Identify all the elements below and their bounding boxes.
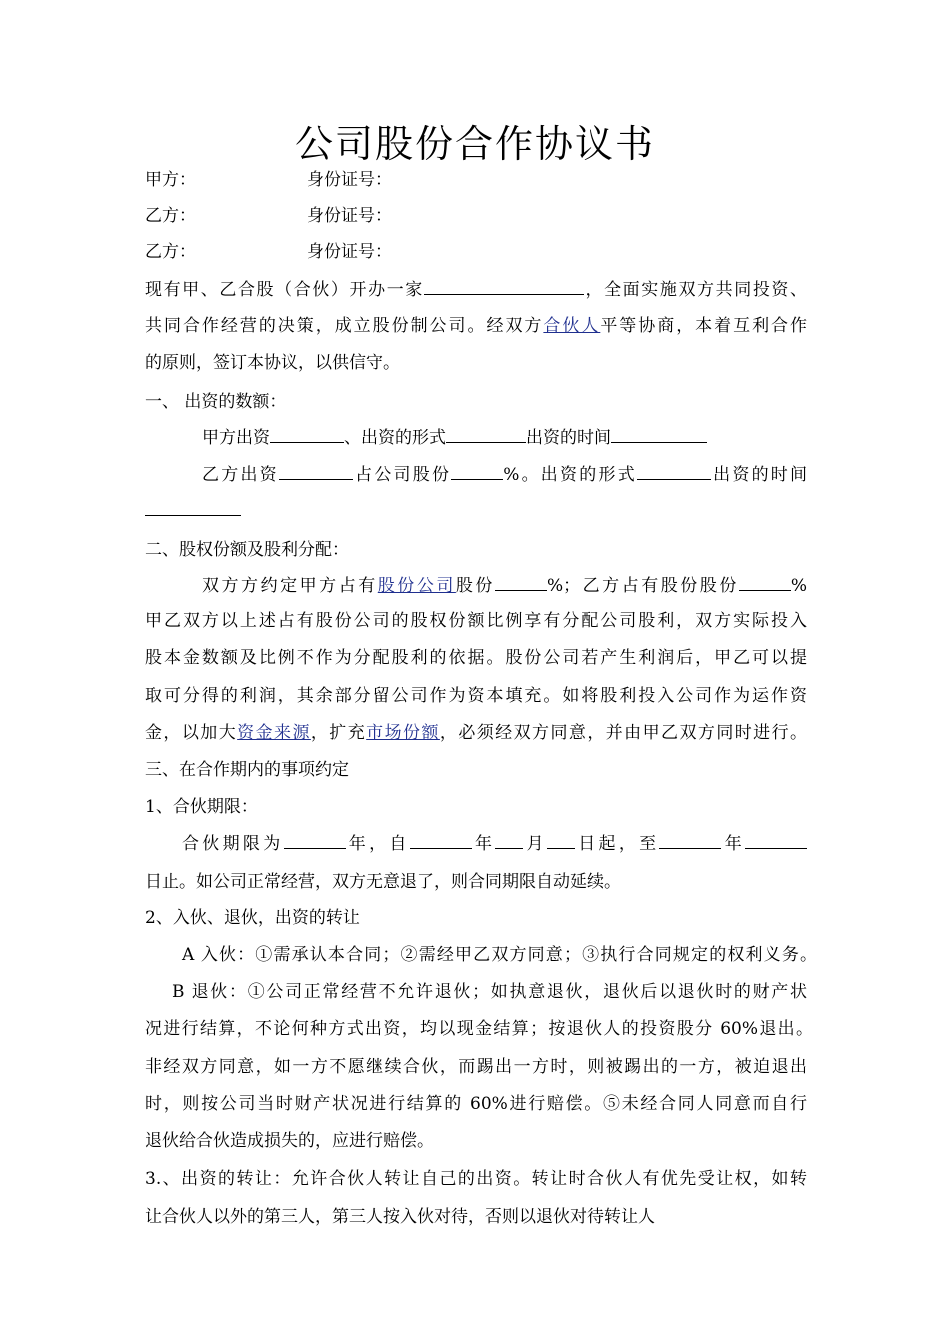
- transfer-line-2: 让合伙人以外的第三人，第三人按入伙对待，否则以退伙对待转让人: [145, 1207, 655, 1227]
- party-b2-line: [145, 240, 196, 264]
- party-b1-line: [145, 204, 196, 228]
- document-title: 公司股份合作协议书: [294, 122, 655, 166]
- term-text: 日起，至: [574, 834, 660, 854]
- term-text: 月: [523, 834, 547, 854]
- time-blank: [145, 498, 241, 516]
- party-b1-label: 乙方：: [145, 206, 196, 226]
- share-text: 金，以加大: [145, 723, 238, 743]
- share-blank: [451, 462, 503, 480]
- form-blank: [637, 462, 711, 480]
- time-blank-continued: [145, 498, 241, 523]
- intro-text: 共同合作经营的决策，成立股份制公司。经双方: [145, 316, 544, 336]
- share-text: %；乙方占有股份股份: [546, 576, 739, 596]
- share-blank: [495, 573, 547, 591]
- term-text: 年: [471, 834, 496, 854]
- section-3-title: 三、在合作期内的事项约定: [145, 760, 349, 780]
- start-month-blank: [495, 831, 523, 849]
- party-b2-id-label: 身份证号：: [307, 242, 392, 262]
- years-blank: [284, 831, 346, 849]
- time-blank: [611, 425, 707, 443]
- inv-text: 甲方出资: [202, 428, 270, 448]
- share-text: ，扩充: [310, 723, 367, 743]
- amount-blank: [270, 425, 344, 443]
- partner-link[interactable]: 合伙人: [543, 316, 601, 336]
- party-a-investment-line: [202, 425, 707, 450]
- share-line-4: 取可分得的利润，其余部分留公司作为资本填充。如将股利投入公司作为运作资: [145, 686, 807, 706]
- exit-clause-line-3: 非经双方同意，如一方不愿继续合伙，而踢出一方时，则被踢出的一方，被迫退出: [145, 1057, 807, 1077]
- end-year-blank: [659, 831, 721, 849]
- share-line-3: 股本金数额及比例不作为分配股利的依据。股份公司若产生利润后，甲乙可以提: [145, 648, 807, 668]
- start-year-blank: [410, 831, 472, 849]
- term-title: 1、合伙期限：: [145, 797, 258, 817]
- exit-clause-line-2: 况进行结算，不论何种方式出资，均以现金结算；按退伙人的投资股分 60%退出。: [145, 1019, 813, 1039]
- inv-text: 出资的时间: [526, 428, 611, 448]
- exit-clause-line-1: B 退伙：①公司正常经营不允许退伙；如执意退伙，退伙后以退伙时的财产状: [172, 982, 807, 1002]
- share-line-2: 甲乙双方以上述占有股份公司的股权份额比例享有分配公司股利，双方实际投入: [145, 611, 807, 631]
- party-a-id-label: 身份证号：: [307, 170, 392, 190]
- share-blank: [739, 573, 791, 591]
- party-b2-label: 乙方：: [145, 242, 196, 262]
- intro-text: ，全面实施双方共同投资、: [583, 280, 808, 300]
- inv-text: %。出资的形式: [503, 465, 637, 485]
- funding-source-link[interactable]: 资金来源: [237, 723, 311, 743]
- share-text: 双方方约定甲方占有: [202, 576, 378, 596]
- term-text: 年: [721, 834, 746, 854]
- intro-line-2: [145, 314, 807, 338]
- start-day-blank: [547, 831, 575, 849]
- intro-text: 平等协商，本着互利合作: [600, 316, 808, 336]
- market-share-link[interactable]: 市场份额: [366, 723, 440, 743]
- term-text: 合伙期限为: [182, 834, 284, 854]
- term-line-1: [182, 831, 807, 856]
- inv-text: 、出资的形式: [344, 428, 446, 448]
- party-a-label: 甲方：: [145, 170, 196, 190]
- intro-line-3: 的原则，签订本协议，以供信守。: [145, 353, 400, 373]
- inv-text: 乙方出资: [202, 465, 279, 485]
- party-b1-id-label: 身份证号：: [307, 206, 392, 226]
- end-blank: [745, 831, 807, 849]
- section-1-title: 一、 出资的数额：: [145, 392, 287, 412]
- intro-line-1: [145, 277, 807, 302]
- amount-blank: [279, 462, 353, 480]
- join-exit-title: 2、入伙、退伙，出资的转让: [145, 908, 360, 928]
- company-name-blank: [424, 277, 584, 295]
- share-text: %: [790, 576, 808, 596]
- exit-clause-line-5: 退伙给合伙造成损失的，应进行赔偿。: [145, 1131, 434, 1151]
- party-b-investment-line: [202, 462, 807, 487]
- join-clause: A 入伙：①需承认本合同；②需经甲乙双方同意；③执行合同规定的权利义务。: [182, 945, 817, 965]
- form-blank: [446, 425, 526, 443]
- share-text: 股份: [455, 576, 495, 596]
- section-2-title: 二、股权份额及股利分配：: [145, 540, 349, 560]
- share-line-1: [202, 573, 807, 598]
- share-text: ，必须经双方同意，并由甲乙双方同时进行。: [439, 723, 808, 743]
- inv-text: 出资的时间: [710, 465, 808, 485]
- inv-text: 占公司股份: [352, 465, 452, 485]
- share-line-5: [145, 721, 807, 745]
- intro-text: 现有甲、乙合股（合伙）开办一家: [145, 280, 424, 300]
- joint-stock-company-link[interactable]: 股份公司: [377, 576, 456, 596]
- transfer-line-1: 3.、出资的转让：允许合伙人转让自己的出资。转让时合伙人有优先受让权，如转: [145, 1169, 807, 1189]
- exit-clause-line-4: 时，则按公司当时财产状况进行结算的 60%进行赔偿。⑤未经合同人同意而自行: [145, 1094, 807, 1114]
- party-a-line: [145, 168, 196, 192]
- term-text: 年，自: [345, 834, 410, 854]
- term-line-2: 日止。如公司正常经营，双方无意退了，则合同期限自动延续。: [145, 872, 621, 892]
